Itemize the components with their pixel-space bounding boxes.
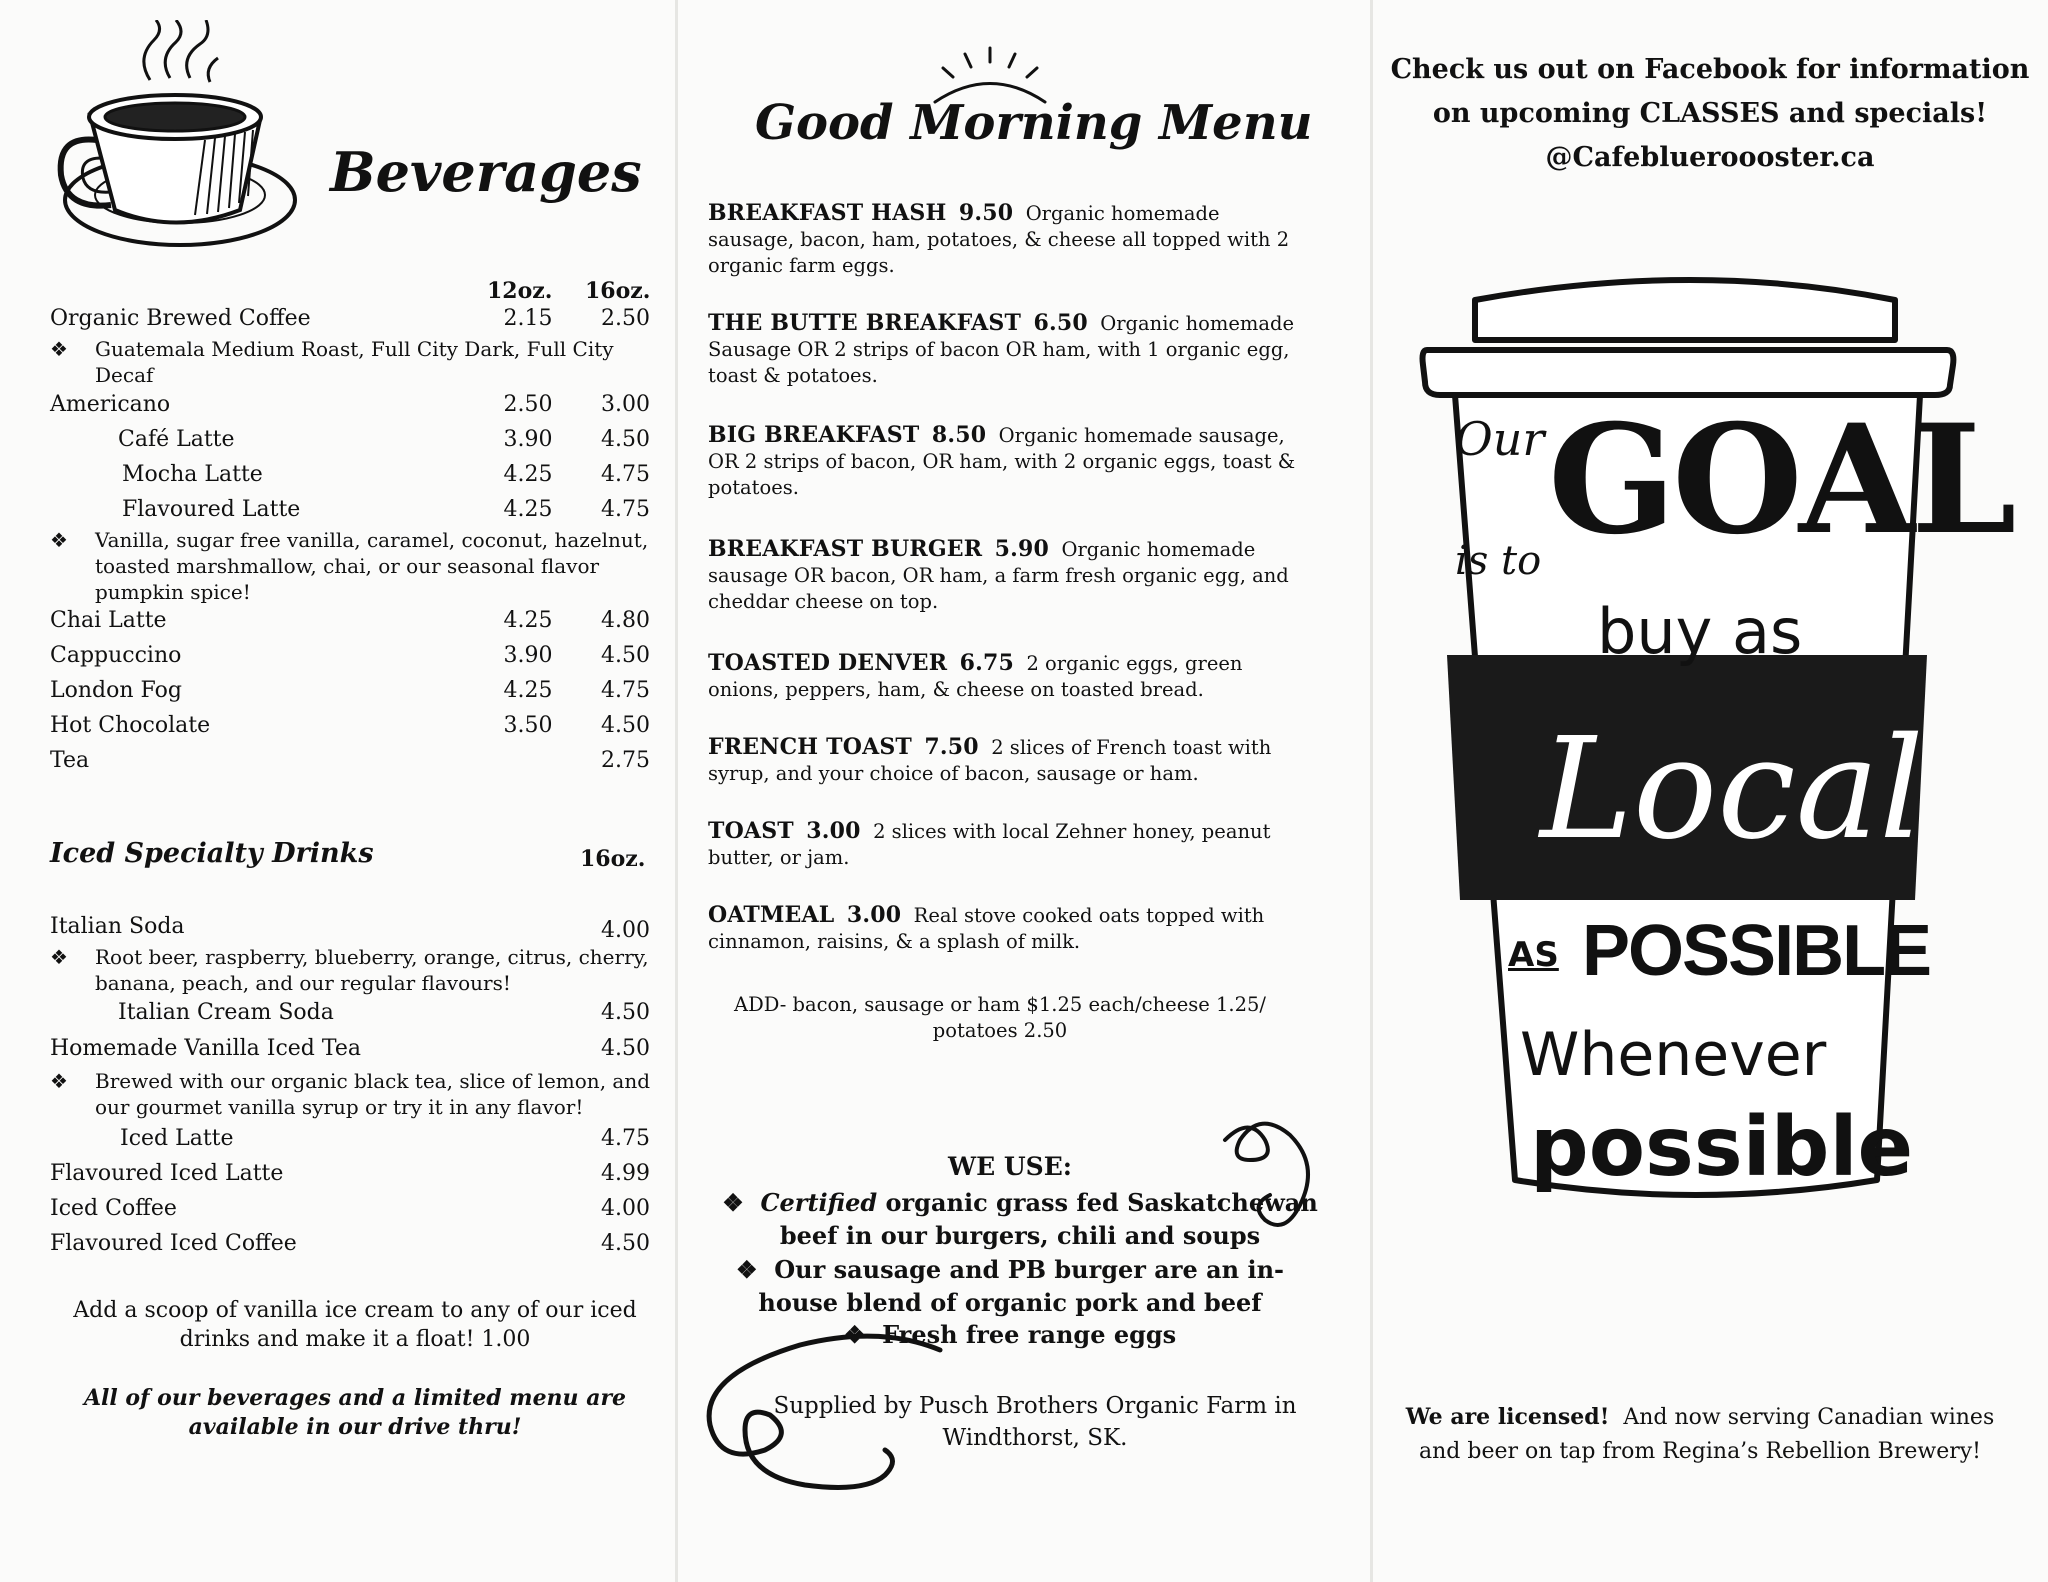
certified-label: Certified — [760, 1188, 878, 1217]
breakfast-item — [708, 422, 1308, 501]
item-price-16oz: 4.75 — [601, 678, 650, 703]
item-price: 7.50 — [924, 734, 979, 760]
note-text: Vanilla, sugar free vanilla, caramel, coconut, hazelnut, toasted marshmallow, chai, or our seasonal flavor pumpkin spice! — [95, 528, 649, 604]
facebook-note: Check us out on Facebook for information on upcoming CLASSES and specials! @Cafeblueroooster.ca — [1390, 54, 2030, 173]
size-header-16oz: 16oz. — [580, 846, 646, 872]
item-price-12oz: 2.15 — [503, 306, 553, 331]
cup-word-our: Our — [1455, 412, 1545, 466]
item-price: 9.50 — [958, 200, 1014, 226]
item-name: Homemade Vanilla Iced Tea — [50, 1036, 361, 1061]
item-name: BIG BREAKFAST — [708, 422, 920, 448]
item-price: 4.50 — [601, 1000, 650, 1025]
item-description: Real stove cooked oats topped with cinnamon, raisins, & a splash of milk. — [708, 904, 1265, 953]
cup-word-as: AS — [1508, 935, 1559, 975]
item-name: Italian Soda — [50, 914, 185, 939]
note-text: Brewed with our organic black tea, slice of lemon, and our gourmet vanilla syrup or try it in any flavor! — [95, 1069, 651, 1119]
breakfast-item — [708, 536, 1308, 615]
item-price: 8.50 — [931, 422, 987, 448]
item-name: BREAKFAST BURGER — [708, 536, 983, 562]
cup-word-whenever: Whenever — [1520, 1020, 1827, 1090]
item-price-16oz: 4.80 — [601, 608, 650, 633]
item-description: 2 slices of French toast with syrup, and your choice of bacon, sausage or ham. — [708, 736, 1272, 785]
item-description: 2 organic eggs, green onions, peppers, ham, & cheese on toasted bread. — [708, 652, 1243, 701]
item-name: Cappuccino — [50, 643, 182, 668]
item-name: FRENCH TOAST — [708, 734, 912, 760]
breakfast-item — [708, 902, 1308, 955]
coffee-roast-note — [50, 336, 650, 388]
item-name: Flavoured Iced Latte — [50, 1161, 284, 1186]
item-price-12oz: 4.25 — [503, 678, 553, 703]
bullet-icon: ❖ — [50, 945, 68, 969]
item-name: THE BUTTE BREAKFAST — [708, 310, 1022, 336]
bullet-icon: ❖ — [843, 1320, 866, 1349]
breakfast-item — [708, 200, 1308, 279]
float-note: Add a scoop of vanilla ice cream to any of our iced drinks and make it a float! 1.00 — [73, 1298, 637, 1352]
item-price: 6.75 — [959, 650, 1015, 676]
iced-tea-note — [50, 1068, 650, 1120]
size-header-12oz: 12oz. — [487, 278, 553, 304]
item-price: 4.00 — [601, 1196, 650, 1221]
item-name: Chai Latte — [50, 608, 167, 633]
item-price: 5.90 — [994, 536, 1050, 562]
item-price-12oz: 2.50 — [503, 392, 553, 417]
bullet-text: organic grass fed Saskatchewan beef in our burgers, chili and soups — [779, 1188, 1318, 1250]
breakfast-item — [708, 650, 1308, 703]
menu-item-row — [50, 1036, 650, 1068]
bullet-icon: ❖ — [50, 337, 68, 361]
cup-word-local: Local — [1540, 708, 1924, 871]
coffee-cup-icon — [55, 20, 315, 270]
menu-item-row — [50, 1126, 650, 1158]
item-description: Organic homemade sausage, bacon, ham, potatoes, & cheese all topped with 2 organic farm eggs. — [708, 202, 1290, 277]
note-text: Guatemala Medium Roast, Full City Dark, Full City Decaf — [95, 337, 614, 387]
bullet-text: Fresh free range eggs — [882, 1320, 1177, 1349]
cup-word-possible: possible — [1530, 1100, 1914, 1195]
item-price-12oz: 4.25 — [503, 608, 553, 633]
cup-word-goal: GOAL — [1548, 392, 2013, 568]
item-name: Flavoured Latte — [122, 497, 301, 522]
item-name: Iced Coffee — [50, 1196, 177, 1221]
cup-word-possible-caps: POSSIBLE — [1582, 911, 1931, 991]
item-name: London Fog — [50, 678, 182, 703]
item-name: Tea — [50, 748, 90, 773]
item-price-12oz: 3.90 — [503, 643, 553, 668]
item-price-12oz: 4.25 — [503, 497, 553, 522]
item-price-12oz: 3.90 — [503, 427, 553, 452]
item-price: 6.50 — [1033, 310, 1088, 336]
bullet-icon: ❖ — [735, 1255, 758, 1284]
item-price: 4.50 — [601, 1036, 650, 1061]
bullet-icon: ❖ — [722, 1188, 744, 1217]
menu-item-row — [50, 392, 650, 424]
item-name: Italian Cream Soda — [118, 1000, 334, 1025]
item-name: Café Latte — [118, 427, 235, 452]
we-use-bullet — [700, 1318, 1320, 1351]
item-name: Hot Chocolate — [50, 713, 211, 738]
breakfast-item — [708, 310, 1308, 389]
menu-item-row — [50, 1000, 650, 1032]
item-name: TOAST — [708, 818, 794, 844]
item-name: OATMEAL — [708, 902, 835, 928]
item-price-16oz: 4.50 — [601, 713, 650, 738]
item-description: 2 slices with local Zehner honey, peanut butter, or jam. — [708, 820, 1271, 869]
good-morning-title: Good Morning Menu — [755, 95, 1313, 151]
item-price-16oz: 2.50 — [601, 306, 650, 331]
licensed-note — [1400, 1400, 2000, 1469]
menu-item-row — [50, 1231, 650, 1263]
panel-fold-left — [675, 0, 678, 1582]
bullet-text: Our sausage and PB burger are an in-house blend of organic pork and beef — [758, 1255, 1285, 1317]
item-price-16oz: 4.50 — [601, 427, 650, 452]
menu-item-row — [50, 1196, 650, 1228]
item-price-12oz: 3.50 — [503, 713, 553, 738]
item-price-12oz: 4.25 — [503, 462, 553, 487]
item-description: Organic homemade sausage OR bacon, OR ham, a farm fresh organic egg, and cheddar cheese on top. — [708, 538, 1289, 613]
cup-word-buy-as: buy as — [1597, 595, 1803, 668]
soda-flavors-note — [50, 944, 650, 996]
menu-item-row — [50, 643, 650, 675]
we-use-heading: WE USE: — [948, 1152, 1072, 1181]
item-price-16oz: 4.75 — [601, 462, 650, 487]
we-use-bullet — [720, 1186, 1320, 1252]
menu-item-row — [50, 1161, 650, 1193]
add-ons-note: ADD- bacon, sausage or ham $1.25 each/cheese 1.25/ potatoes 2.50 — [734, 993, 1266, 1042]
note-text: Root beer, raspberry, blueberry, orange, citrus, cherry, banana, peach, and our regular flavours! — [95, 945, 649, 995]
menu-item-row — [50, 678, 650, 710]
item-description: Organic homemade sausage, OR 2 strips of bacon, OR ham, with 2 organic eggs, toast & potatoes. — [708, 424, 1296, 499]
item-price: 3.00 — [806, 818, 861, 844]
menu-item-row — [50, 608, 650, 640]
item-name: TOASTED DENVER — [708, 650, 948, 676]
menu-item-row — [50, 713, 650, 745]
menu-item-row — [50, 914, 650, 946]
drive-thru-note: All of our beverages and a limited menu are available in our drive thru! — [83, 1385, 627, 1440]
size-header-16oz: 16oz. — [585, 278, 651, 304]
item-description: Organic homemade Sausage OR 2 strips of bacon OR ham, with 1 organic egg, toast & potatoes. — [708, 312, 1295, 387]
item-price-16oz: 2.75 — [601, 748, 650, 773]
licensed-heading: We are licensed! — [1405, 1404, 1610, 1430]
menu-item-row — [50, 462, 650, 494]
cup-word-is-to: is to — [1455, 538, 1542, 584]
item-price-16oz: 3.00 — [601, 392, 650, 417]
item-price-16oz: 4.75 — [601, 497, 650, 522]
bullet-icon: ❖ — [50, 1069, 68, 1093]
item-price: 4.75 — [601, 1126, 650, 1151]
we-use-bullet — [730, 1253, 1290, 1319]
item-name: Mocha Latte — [122, 462, 263, 487]
menu-item-row — [50, 748, 650, 780]
item-price: 4.00 — [601, 918, 650, 943]
iced-drinks-title: Iced Specialty Drinks — [50, 838, 374, 869]
menu-item-row — [50, 427, 650, 459]
flavor-options-note — [50, 527, 650, 605]
beverages-title: Beverages — [330, 140, 642, 204]
supplier-note: Supplied by Pusch Brothers Organic Farm in Windthorst, SK. — [773, 1393, 1297, 1451]
item-name: Iced Latte — [120, 1126, 234, 1151]
panel-fold-right — [1370, 0, 1373, 1582]
item-name: Americano — [50, 392, 171, 417]
menu-item-row — [50, 306, 650, 338]
item-price: 4.50 — [601, 1231, 650, 1256]
breakfast-item — [708, 734, 1308, 787]
item-name: BREAKFAST HASH — [708, 200, 947, 226]
breakfast-item — [708, 818, 1308, 871]
item-price: 3.00 — [846, 902, 902, 928]
item-price: 4.99 — [601, 1161, 650, 1186]
item-name: Organic Brewed Coffee — [50, 306, 311, 331]
licensed-text: And now serving Canadian wines and beer on tap from Regina’s Rebellion Brewery! — [1419, 1405, 1995, 1464]
menu-item-row — [50, 497, 650, 529]
bullet-icon: ❖ — [50, 528, 68, 552]
item-price-16oz: 4.50 — [601, 643, 650, 668]
item-name: Flavoured Iced Coffee — [50, 1231, 297, 1256]
